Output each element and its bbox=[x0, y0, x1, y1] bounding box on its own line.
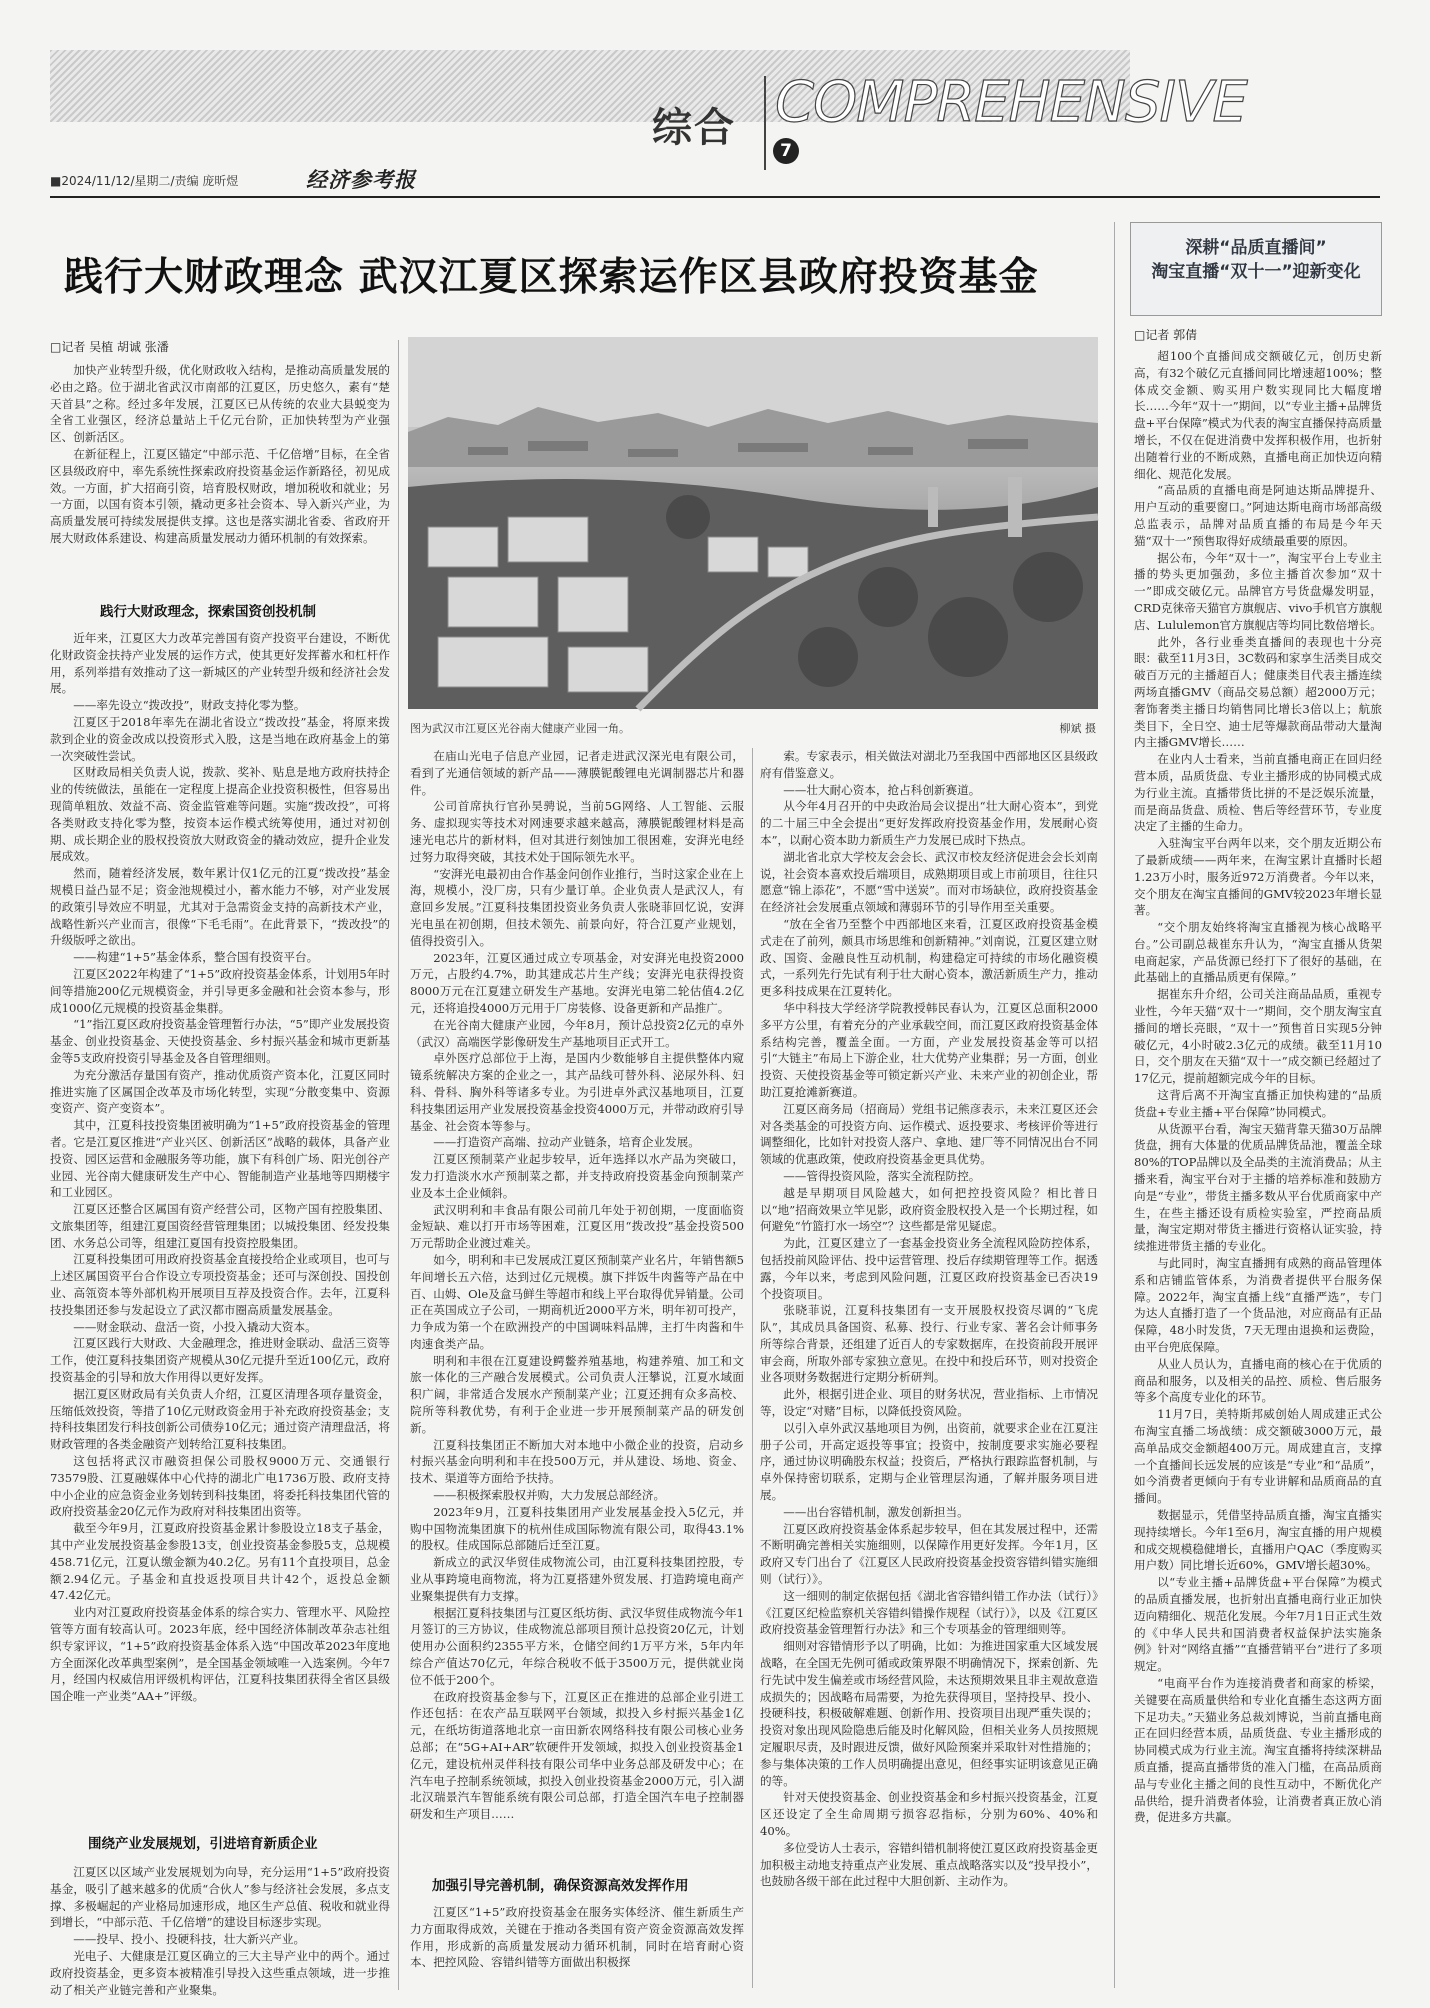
body-paragraph: ——打造资产高端、拉动产业链条，培育企业发展。 bbox=[433, 1135, 700, 1150]
photo-caption: 图为武汉市江夏区光谷南大健康产业园一角。 bbox=[410, 722, 630, 735]
body-paragraph: 截至今年9月，江夏政府投资基金累计参股设立18支子基金，其中产业发展投资基金参股13支，创业投资基金参股5支，总规模458.71亿元，江夏认缴金额为40.2亿。另有11个直投项目，总金额2.94亿元。子基金和直投返投项目共计42个，返投总金额47.42亿元。 bbox=[50, 1521, 390, 1603]
article-column-3 bbox=[760, 748, 1098, 1988]
article-subhead-1: 践行大财政理念，探索国资创投机制 bbox=[100, 604, 316, 620]
sidebar-paragraph: 以“专业主播+品牌货盘+平台保障”为模式的品质直播发展，也折射出直播电商行业正加快迈向精细化、规范化发展。今年7月1日正式生效的《中华人民共和国消费者权益保护法实施条例》针对“网络直播”“直播营销平台”进行了多项规定。 bbox=[1134, 1575, 1382, 1674]
sidebar-paragraph: 在业内人士看来，当前直播电商正在回归经营本质，品质货盘、专业主播形成的协同模式成为行业主流。直播带货比拼的不是泛娱乐流量，而是商品货盘、质检、售后等经营环节，专业度决定了主播的生命力。 bbox=[1134, 752, 1382, 834]
body-paragraph: 江夏区政府投资基金体系起步较早，但在其发展过程中，还需不断明确完善相关实施细则，以保障作用更好发挥。今年1月，区政府又专门出台了《江夏区人民政府投资基金投资容错纠错实施细则（试行）》。 bbox=[760, 1521, 1098, 1587]
article-lead bbox=[50, 362, 390, 590]
sidebar-paragraph: “交个朋友始终将淘宝直播视为核心战略平台。”公司副总裁崔东升认为，“淘宝直播从货架电商起家，产品货源已经打下了很好的基础，在此基础上的直播品质更有保障。” bbox=[1134, 920, 1382, 985]
aerial-city-photo bbox=[408, 337, 1098, 709]
body-paragraph: 在政府投资基金参与下，江夏区正在推进的总部企业引进工作还包括：在农产品互联网平台领域，拟投入乡村振兴基金1亿元，在纸坊街道落地北京一亩田新农网络科技有限公司核心业务总部；在“5G+AI+AR”软硬件开发领域，拟投入创业投资基金1亿元，建设杭州灵伴科技有限公司华中业务总部及研发中心；在汽车电子控制系统领域，拟投入创业投资基金2000万元，引入湖北汉瑞景汽车智能系统有限公司总部，打造全国汽车电子控制器研发和生产项目…… bbox=[410, 1689, 744, 1822]
body-paragraph: 此外，根据引进企业、项目的财务状况，营业指标、上市情况等，设定“对赌”目标，以降低投资风险。 bbox=[760, 1387, 1098, 1419]
body-paragraph: 公司首席执行官孙昊骋说，当前5G网络、人工智能、云服务、虚拟现实等技术对网速要求越来越高，薄膜铌酸锂材料是高速光电芯片的新材料，但对其进行刻蚀加工很困难，安湃光电经过努力取得突破，其技术处于国际领先水平。 bbox=[410, 799, 744, 864]
body-paragraph: 据江夏区财政局有关负责人介绍，江夏区清理各项存量资金，压缩低效投资，等措了10亿元财政资金用于补充政府投资基金；支持科技集团发行科技创新公司债券10亿元；通过资产清理盘活，将财政管理的各类金融资产划转给江夏科技集团。 bbox=[50, 1386, 390, 1452]
body-paragraph: 从今年4月召开的中央政治局会议提出“壮大耐心资本”，到党的二十届三中全会提出“更好发挥政府投资基金作用，发展耐心资本”，以耐心资本助力新质生产力发展已成时下热点。 bbox=[760, 799, 1098, 847]
body-paragraph: 明利和丰很在江夏建设鳄鳖养殖基地，构建养殖、加工和文旅一体化的三产融合发展模式。公司负责人汪攀说，江夏水域面积广阔，非常适合发展水产预制菜产业；江夏还拥有众多高校、院所等科教优势，有利于企业进一步开展预制菜产品的研发创新。 bbox=[410, 1353, 744, 1435]
body-paragraph: 江夏区以区域产业发展规划为向导，充分运用“1+5”政府投资基金，吸引了越来越多的优质“合伙人”参与经济社会发展，多点支撑、多极崛起的产业格局加速形成，地区生产总值、税收和就业得到增长，“中部示范、千亿倍增”的建设目标逐步实现。 bbox=[50, 1865, 390, 1930]
body-paragraph: 卓外医疗总部位于上海，是国内少数能够自主提供整体内窥镜系统解决方案的企业之一，其产品线可替外科、泌尿外科、妇科、骨科、胸外科等诸多专业。为引进卓外武汉基地项目，江夏科技集团运用产业发展投资基金投资4000万元，并带动政府引导基金、社会资本等参与。 bbox=[410, 1051, 744, 1133]
body-paragraph: 江夏区预制菜产业起步较早，近年选择以水产品为突破口，发力打造淡水水产预制菜之都，并支持政府投资基金向预制菜产业及本土企业倾斜。 bbox=[410, 1152, 744, 1200]
body-paragraph: “安湃光电最初由合作基金问创作业推行，当时这家企业在上海，规模小，没厂房，只有少量订单。企业负责人是武汉人，有意回乡发展。”江夏科技集团投资业务负责人张晓菲回忆说，安湃光电虽在初创期，但技术领先、前景向好，符合江夏产业规划，值得投资引入。 bbox=[410, 866, 744, 948]
body-paragraph: ——壮大耐心资本，抢占科创新赛道。 bbox=[783, 782, 981, 797]
body-paragraph: 江夏区还整合区属国有资产经营公司，区物产国有控股集团、文旅集团等，组建江夏国资经营管理集团；以城投集团、经发投集团、水务总公司等，组建江夏国有投资控股集团。 bbox=[50, 1202, 390, 1250]
sidebar-title-line: 淘宝直播“双十一”迎新变化 bbox=[1151, 262, 1361, 282]
body-paragraph: 在光谷南大健康产业园，今年8月，预计总投资2亿元的卓外（武汉）高端医学影像研发生产基地项目正式开工。 bbox=[410, 1017, 744, 1049]
body-paragraph: 在庙山光电子信息产业园，记者走进武汉深光电有限公司，看到了光通信领域的新产品——薄膜铌酸锂电光调制器芯片和器件。 bbox=[410, 749, 744, 797]
dateline: ■2024/11/12/星期二/责编 庞昕煜 bbox=[50, 174, 239, 188]
sidebar-article bbox=[1134, 348, 1382, 1988]
section-title-en: COMPREHENSIVE bbox=[775, 70, 1247, 135]
column-rule bbox=[398, 340, 399, 1990]
sidebar-paragraph: 与此同时，淘宝直播拥有成熟的商品管理体系和店铺监管体系，为消费者提供平台服务保障。2022年，淘宝直播上线“直播严选”，专门为达人直播打造了一个货品池，对应商品有正品保障，48小时发货，7天无理由退换和运费险，由平台兜底保障。 bbox=[1134, 1256, 1382, 1355]
body-paragraph: 为此，江夏区建立了一套基金投资业务全流程风险防控体系，包括投前风险评估、投中运营管理、投后存续期管理等工作。据透露，今年以来，考虑到风险问题，江夏区政府投资基金已否决19个投资项目。 bbox=[760, 1236, 1098, 1301]
sidebar-title bbox=[1130, 236, 1382, 284]
body-paragraph: 2023年，江夏区通过成立专项基金，对安湃光电投资2000万元，占股约4.7%，助其建成芯片生产线；安湃光电获得投资8000万元在江夏建立研发生产基地。安湃光电第二轮估值4.2亿元，还将追投4000万元用于厂房装修、设备更新和产品推广。 bbox=[410, 950, 744, 1015]
body-paragraph: ——财金联动、盘活一资，小投入撬动大资本。 bbox=[73, 1319, 317, 1334]
body-paragraph: 江夏科投集团可用政府投资基金直接投给企业或项目，也可与上述区属国资平台合作设立专项投资基金；还可与深创投、国投创业、高瓴资本等外部机构开展项目互荐及投资合作。去年，江夏科技投集团还参与发起设立了武汉都市圈高质量发展基金。 bbox=[50, 1252, 390, 1317]
header-rule bbox=[50, 196, 1380, 198]
body-paragraph: 华中科技大学经济学院教授韩民春认为，江夏区总面积2000多平方公里，有着充分的产业承载空间，而江夏区政府投资基金体系结构完善，覆盖全面。一方面，产业发展投资基金等可以招引“大链主”布局上下游企业，壮大优势产业集群；另一方面，创业投资、天使投资基金等可锁定新兴产业、未来产业的初创企业，帮助江夏抢滩新赛道。 bbox=[760, 1000, 1098, 1099]
article-column-1 bbox=[50, 630, 390, 1816]
body-paragraph: 根据江夏科技集团与江夏区纸坊街、武汉华贸佳成物流今年1月签订的三方协议，佳成物流总部项目预计总投资20亿元，计划使用办公面积约2355平方米，仓储空间约1万平方米，5年内年综合产值达70亿元，年综合税收不低于3500万元，提供就业岗位不低于200个。 bbox=[410, 1605, 744, 1687]
sidebar-paragraph: “电商平台作为连接消费者和商家的桥梁，关键要在高质量供给和专业化直播生态这两方面下足功夫。”天猫业务总裁刘博说，当前直播电商正在回归经营本质，品质货盘、专业主播形成的协同模式成为行业主流。淘宝直播将持续深耕品质直播，提高直播带货的准入门槛，在高品质商品与专业化主播之间的良性互动中，不断优化产品供给，提升消费者体验，让消费者真正放心消费，促进多方共赢。 bbox=[1134, 1675, 1382, 1825]
body-paragraph: 细则对容错情形予以了明确，比如：为推进国家重大区域发展战略，在全国无先例可循或政策界限不明确情况下，探索创新、先行先试中发生偏差或市场经营风险，未达预期效果且非主观故意造成损失的；因战略布局需要，为抢先获得项目，坚持投早、投小、投硬科技，积极破解难题、创新作用、投资项目出现严重失误的；投资对象出现风险隐患后能及时化解风险，但相关业务人员按照规定履职尽责，及时跟进反馈，做好风险预案并采取针对性措施的；参与集体决策的工作人员明确提出意见，但经事实证明该意见正确的等。 bbox=[760, 1639, 1098, 1788]
body-paragraph: 2023年9月，江夏科技集团用产业发展基金投入5亿元，并购中国物流集团旗下的杭州佳成国际物流有限公司，取得43.1%的股权。佳成国际总部随后迁至江夏。 bbox=[410, 1504, 744, 1553]
body-paragraph: ——率先设立“拨改投”，财政支持化零为整。 bbox=[73, 698, 306, 713]
body-paragraph: “放在全省乃至整个中西部地区来看，江夏区政府投资基金模式走在了前列，颇具市场思维和创新精神。”刘南说，江夏区建立财政、国资、金融良性互动机制，构建稳定可持续的市场化融资模式，一系列先行先试有利于壮大耐心资本，激活新质生产力，推动更多科技成果在江夏转化。 bbox=[760, 916, 1098, 999]
sidebar-paragraph: 入驻淘宝平台两年以来，交个朋友近期公布了最新成绩——两年来，在淘宝累计直播时长超1.23万小时，服务近972万消费者。今年以来，交个朋友在淘宝直播间的GMV较2023年增长显著。 bbox=[1134, 836, 1382, 918]
body-paragraph: 索。专家表示，相关做法对湖北乃至我国中西部地区区县级政府有借鉴意义。 bbox=[760, 749, 1098, 780]
body-paragraph: 业内对江夏政府投资基金体系的综合实力、管理水平、风险控管等方面有较高认可。2023年底，经中国经济体制改革杂志社组织专家评议，“1+5”政府投资基金体系入选“中国改革2023年度地方全面深化改革典型案例”，是全国基金领域唯一入选案例。今年7月，经国内权威信用评级机构评估，江夏科技集团获得全省区县级国企唯一产业类“AA+”评级。 bbox=[50, 1605, 390, 1704]
body-paragraph: 江夏科技集团正不断加大对本地中小微企业的投资，启动乡村振兴基金向明利和丰在投500万元，并从建设、场地、资金、技术、渠道等方面给予扶持。 bbox=[410, 1437, 744, 1486]
photo-caption-row bbox=[410, 720, 1096, 736]
article-headline: 践行大财政理念 武汉江夏区探索运作区县政府投资基金 bbox=[64, 255, 1039, 300]
body-paragraph: 新成立的武汉华贸佳成物流公司，由江夏科技集团控股，专业从事跨境电商物流，将为江夏搭建外贸发展、打造跨境电商产业聚集提供有力支撑。 bbox=[410, 1555, 744, 1603]
sidebar-paragraph: 据公布，今年“双十一”，淘宝平台上专业主播的势头更加强劲，多位主播首次参加“双十一”即成交破亿元。品牌官方号货盘爆发明显，CRD克徕帝天猫官方旗舰店、vivo手机官方旗舰店、Lululemon官方旗舰店等均同比数倍增长。 bbox=[1134, 550, 1382, 632]
body-paragraph: 这一细则的制定依据包括《湖北省容错纠错工作办法（试行）》《江夏区纪检监察机关容错纠错操作规程（试行）》，以及《江夏区政府投资基金管理暂行办法》和三个专项基金的管理细则等。 bbox=[760, 1588, 1098, 1637]
section-title-cn: 综合 bbox=[652, 105, 736, 151]
newspaper-masthead: 经济参考报 bbox=[306, 167, 416, 192]
sidebar-paragraph: 从业人员认为，直播电商的核心在于优质的商品和服务，以及相关的品控、质检、售后服务等多个高度专业化的环节。 bbox=[1134, 1356, 1382, 1405]
column-rule bbox=[752, 748, 753, 1988]
body-paragraph: 其中，江夏科技投资集团被明确为“1+5”政府投资基金的管理者。它是江夏区推进“产业兴区、创新活区”战略的载体，具备产业投资、园区运营和金融服务等功能，旗下有科创广场、阳光创谷产业园、光谷南大健康研发生产中心、智能制造产业基地等四期楼宇和工业园区。 bbox=[50, 1118, 390, 1200]
page-number-badge: 7 bbox=[773, 138, 799, 164]
body-paragraph: 然而，随着经济发展，数年累计仅1亿元的江夏“拨改投”基金规模日益凸显不足；资金池规模过小，蓄水能力不够，对产业发展的政策引导效应不明显，尤其对于急需资金支持的高新技术产业，战略性新兴产业而言，很像“下毛毛雨”。在此背景下，“拨改投”的升级版呼之欲出。 bbox=[50, 866, 390, 948]
sidebar-paragraph: 从货源平台看，淘宝天猫背靠天猫30万品牌货盘，拥有大体量的优质品牌货品池，覆盖全球80%的TOP品牌以及全品类的主流消费品；从主播来看，淘宝平台对于主播的培养标准和鼓励方向是“专业”，带货主播多数从平台优质商家中产生，在些主播还设有质检实验室，严控商品质量，淘宝定期对带货主播进行资格认证实验，持续推进带货主播的专业化。 bbox=[1134, 1121, 1382, 1254]
body-paragraph: 光电子、大健康是江夏区确立的三大主导产业中的两个。通过政府投资基金，更多资本被精准引导投入这些重点领域，进一步推动了相关产业链完善和产业聚集。 bbox=[50, 1948, 390, 1997]
article-column-1-tail bbox=[50, 1864, 390, 1997]
body-paragraph: 江夏区“1+5”政府投资基金在服务实体经济、催生新质生产力方面取得成效，关键在于推动各类国有资产资金资源高效发挥作用，形成新的高质量发展动力循环机制，同时在培育耐心资本、把控风险、容错纠错等方面做出积极探 bbox=[410, 1905, 744, 1970]
body-paragraph: 武汉明利和丰食品有限公司前几年处于初创期，一度面临资金短缺、难以打开市场等困难，江夏区用“拨改投”基金投资500万元帮助企业渡过难关。 bbox=[410, 1202, 744, 1251]
sidebar-byline: □记者 郭倩 bbox=[1134, 328, 1198, 342]
article-subhead-2: 围绕产业发展规划，引进培育新质企业 bbox=[88, 1836, 318, 1852]
body-paragraph: 这包括将武汉市融资担保公司股权9000万元、交通银行73579股、江夏融媒体中心代持的湖北广电1736万股、政府支持中小企业的应急资金业务划转到科技集团，将委托科技集团代管的政府投资基金20亿元作为政府对科技集团出资等。 bbox=[50, 1454, 390, 1519]
body-paragraph: ——管得投资风险，落实全流程防控。 bbox=[783, 1168, 981, 1183]
body-paragraph: 如今，明利和丰已发展成江夏区预制菜产业名片，年销售额5年间增长五六倍，达到过亿元规模。旗下拌饭牛肉酱等产品在中百、山姆、Ole及盒马鲜生等超市和线上平台取得优异销量。公司正在英国成立子公司，一期商机近2000平方米，明年初可投产，力争成为第一个在欧洲投产的中国调味料品牌，主打牛肉酱和牛肉速食类产品。 bbox=[410, 1252, 744, 1351]
body-paragraph: “1”指江夏区政府投资基金管理暂行办法，“5”即产业发展投资基金、创业投资基金、天使投资基金、乡村振兴基金和城市更新基金等5支政府投资引导基金及各自管理细则。 bbox=[50, 1017, 390, 1065]
body-paragraph: 越是早期项目风险越大，如何把控投资风险？相比普日以“地”招商效果立竿见影，政府资金股权投入是一个长期过程，如何避免“竹篮打水一场空”？这些都是常见疑虑。 bbox=[760, 1185, 1098, 1234]
photo-credit: 柳斌 摄 bbox=[1059, 722, 1096, 735]
body-paragraph: 江夏区践行大财政、大金融理念，推进财金联动、盘活三资等工作，使江夏科技集团资产规模从30亿元提升至近100亿元，政府投资基金的引导和放大作用得以更好发挥。 bbox=[50, 1336, 390, 1385]
body-paragraph: ——构建“1+5”基金体系，整合国有投资平台。 bbox=[73, 950, 319, 965]
body-paragraph: 近年来，江夏区大力改革完善国有资产投资平台建设，不断优化财政资金扶持产业发展的运作方式，使其更好发挥蓄水和杠杆作用，系列举措有效推动了这一新城区的产业转型升级和经济社会发展。 bbox=[50, 631, 390, 696]
article-photo bbox=[408, 337, 1098, 709]
sidebar-paragraph: “高品质的直播电商是阿迪达斯品牌提升、用户互动的重要窗口。”阿迪达斯电商市场部高级总监表示，品牌对品质直播的布局是今年天猫“双十一”预售取得好成绩最重要的原因。 bbox=[1134, 483, 1382, 548]
body-paragraph: ——出台容错机制，激发创新担当。 bbox=[783, 1504, 969, 1519]
body-paragraph: 江夏区商务局（招商局）党组书记熊彦表示，未来江夏区还会对各类基金的可投资方向、运作模式、返投要求、考核评价等进行调整细化，比如针对投资人落户、拿地、建厂等不同情况出台不同领域的优惠政策，使政府投资基金更具优势。 bbox=[760, 1101, 1098, 1167]
body-paragraph: ——投早、投小、投硬科技，壮大新兴产业。 bbox=[73, 1932, 306, 1947]
sidebar-paragraph: 这背后离不开淘宝直播正加快构建的“品质货盘+专业主播+平台保障”协同模式。 bbox=[1134, 1088, 1382, 1119]
sidebar-paragraph: 此外，各行业垂类直播间的表现也十分亮眼：截至11月3日，3C数码和家享生活类目成交破百万元的主播超百人；健康类目代表主播连续两场直播GMV（商品交易总额）超2000万元；奢饰奢类主播日均销售同比增长3倍以上；航旅类目下，全日空、迪士尼等爆款商品带动大量淘内主播GMV增长…… bbox=[1134, 634, 1382, 750]
article-column-2 bbox=[410, 748, 744, 1822]
article-column-2-tail bbox=[410, 1904, 744, 1988]
sidebar-paragraph: 11月7日，美特斯邦威创始人周成建正式公布淘宝直播二场战绩：成交额破3000万元，最高单品成交金额超400万元。周成建直言，支撑一个直播间长远发展的应该是“专业”和“品质”，如今消费者更倾向于有专业讲解和品质商品的直播间。 bbox=[1134, 1407, 1382, 1506]
article-byline: □记者 吴植 胡诚 张潘 bbox=[50, 340, 169, 354]
body-paragraph: 江夏区2022年构建了“1+5”政府投资基金体系，计划用5年时间等措施200亿元规模资金，并引导更多金融和社会资本参与，形成1000亿元规模的投资基金集群。 bbox=[50, 966, 390, 1015]
body-paragraph: 张晓菲说，江夏科技集团有一支开展股权投资尽调的“飞虎队”，其成员具备国资、私募、投行、行业专家、著名会计师事务所等综合背景，还组建了近百人的专家数据库，在投资前段开展评审会商，所取外部专家独立意见。在投中和投后环节，则对投资企业各项财务数据进行定期分析研判。 bbox=[760, 1303, 1098, 1385]
column-rule bbox=[1114, 222, 1115, 1988]
sidebar-title-line: 深耕“品质直播间” bbox=[1185, 238, 1327, 258]
body-paragraph: 以引入卓外武汉基地项目为例，出资前，就要求企业在江夏注册子公司，开高定返投等事宜；投资中，按制度要求实施必要程序，通过协议明确股东权益；投资后，严格执行跟踪监督机制，与卓外保持密切联系，定期与企业管理层沟通，了解并服务项目进展。 bbox=[760, 1420, 1098, 1503]
article-subhead-3: 加强引导完善机制，确保资源高效发挥作用 bbox=[432, 1878, 689, 1894]
body-paragraph: 多位受访人士表示，容错纠错机制将使江夏区政府投资基金更加积极主动地支持重点产业发展、重点战略落实以及“投早投小”，也鼓励各级干部在此过程中大胆创新、主动作为。 bbox=[760, 1840, 1098, 1889]
sidebar-paragraph: 超100个直播间成交额破亿元，创历史新高，有32个破亿元直播间同比增速超100%；整体成交金额、购买用户数实现同比大幅度增长……今年“双十一”期间，以“专业主播+品牌货盘+平台保障”模式为代表的淘宝直播保持高质量增长，不仅在促进消费中发挥积极作用，也折射出随着行业的不断成熟，直播电商正加快迈向精细化、规范化发展。 bbox=[1134, 349, 1382, 481]
body-paragraph: 针对天使投资基金、创业投资基金和乡村振兴投资基金，江夏区还设定了全生命周期亏损容忍指标，分别为60%、40%和40%。 bbox=[760, 1790, 1098, 1838]
sidebar-paragraph: 数据显示，凭借坚持品质直播，淘宝直播实现持续增长。今年1至6月，淘宝直播的用户规模和成交规模稳健增长，直播用户QAC（季度购买用户数）同比增长近60%，GMV增长超30%。 bbox=[1134, 1507, 1382, 1573]
lead-paragraph: 加快产业转型升级，优化财政收入结构，是推动高质量发展的必由之路。位于湖北省武汉市南部的江夏区，历史悠久，素有“楚天首县”之称。经过多年发展，江夏区已从传统的农业大县蜕变为全省工业强区，经济总量站上千亿元台阶，正加快转型为产业强区、创新活区。 bbox=[50, 363, 390, 445]
sidebar-paragraph: 据崔东升介绍，公司关注商品品质，重视专业性，今年天猫“双十一”期间，交个朋友淘宝直播间的增长亮眼，“双十一”预售首日实现5分钟破亿元，4小时破2.3亿元的成绩。截至11月10日，交个朋友在天猫“双十一”成交额已经超过了17亿元，提前超额完成今年的目标。 bbox=[1134, 987, 1382, 1086]
lead-paragraph: 在新征程上，江夏区锚定“中部示范、千亿倍增”目标，在全省区县级政府中，率先系统性探索政府投资基金运作新路径，初见成效。一方面，扩大招商引资，培育股权财政，增加税收和就业；另一方面，以国有资本引领，撬动更多社会资本、导入新兴产业，为高质量发展可持续发展提供支撑。这也是落实湖北省委、省政府开展大财政体系建设、构建高质量发展动力循环机制的有效探索。 bbox=[50, 446, 390, 545]
body-paragraph: 江夏区于2018年率先在湖北省设立“拨改投”基金，将原来拨款到企业的资金改成以投资形式入股，这是当地在政府基金上的第一次突破性尝试。 bbox=[50, 714, 390, 763]
body-paragraph: 湖北省北京大学校友会会长、武汉市校友经济促进会会长刘南说，社会资本喜欢投后端项目，成熟期项目或上市前项目，往往只愿意“锦上添花”，不愿“雪中送炭”。而对市场缺位，政府投资基金在经济社会发展重点领域和薄弱环节的引导作用至关重要。 bbox=[760, 849, 1098, 915]
body-paragraph: 区财政局相关负责人说，拨款、奖补、贴息是地方政府扶持企业的传统做法，虽能在一定程度上提高企业投资积极性，但容易出现简单粗放、效益不高、资金监管难等问题。实施“拨改投”，可将各类财政支持化零为整，按资本运作模式统筹使用，通过对初创期、成长期企业的股权投资放大财政资金的撬动效应，提升企业发展成效。 bbox=[50, 765, 390, 864]
body-paragraph: ——积极探索股权并购，大力发展总部经济。 bbox=[433, 1488, 666, 1503]
body-paragraph: 为充分激活存量国有资产，推动优质资产资本化，江夏区同时推进实施了区属国企改革及市场化转型，实现“分散变集中、资源变资产、资产变资本”。 bbox=[50, 1067, 390, 1116]
section-divider bbox=[764, 76, 766, 170]
